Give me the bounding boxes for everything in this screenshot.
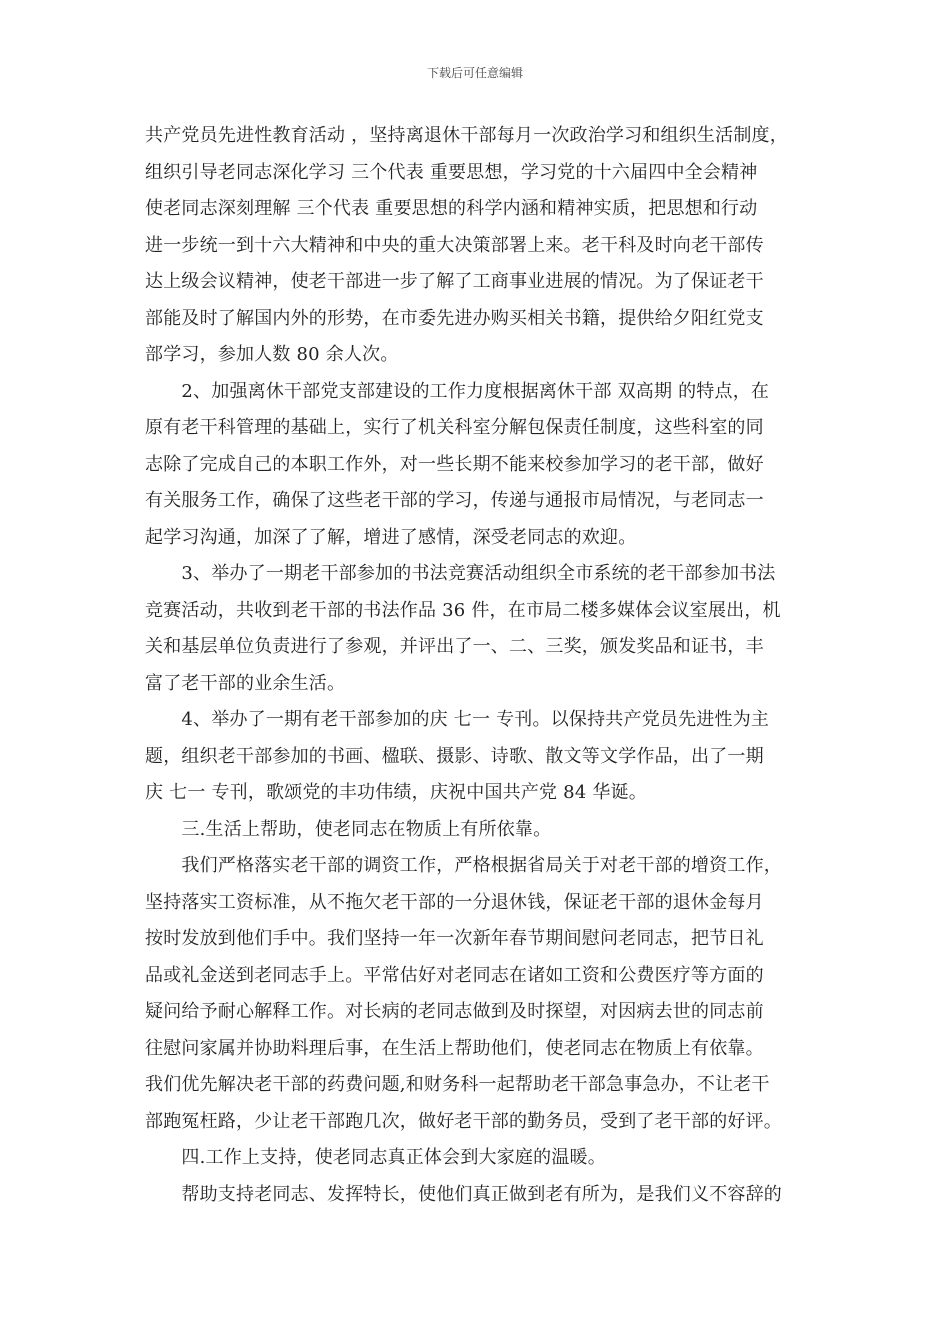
text-line: 部学习，参加人数 80 余人次。 bbox=[145, 344, 399, 365]
text-line: 庆 七一 专刊，歌颂党的丰功伟绩，庆祝中国共产党 84 华诞。 bbox=[145, 782, 647, 803]
text-line: 进一步统一到十六大精神和中央的重大决策部署上来。老干科及时向老干部传 bbox=[145, 234, 764, 256]
text-line: 共产党员先进性教育活动 ，坚持离退休干部每月一次政治学习和组织生活制度， bbox=[145, 125, 788, 146]
text-line: 志除了完成自己的本职工作外，对一些长期不能来校参加学习的老干部，做好 bbox=[145, 453, 764, 475]
text-line: 竞赛活动，共收到老干部的书法作品 36 件，在市局二楼多媒体会议室展出，机 bbox=[145, 599, 781, 621]
text-line: 品或礼金送到老同志手上。平常估好对老同志在诸如工资和公费医疗等方面的 bbox=[145, 964, 764, 986]
text-line: 坚持落实工资标准，从不拖欠老干部的一分退休钱，保证老干部的退休金每月 bbox=[145, 891, 764, 913]
text-line: 2、加强离休干部党支部建设的工作力度根据离休干部 双高期 的特点，在 bbox=[145, 380, 770, 402]
text-line: 三.生活上帮助，使老同志在物质上有所依靠。 bbox=[145, 818, 552, 840]
text-line: 3、举办了一期老干部参加的书法竞赛活动组织全市系统的老干部参加书法 bbox=[145, 563, 776, 584]
text-line: 起学习沟通，加深了了解，增进了感情，深受老同志的欢迎。 bbox=[145, 526, 637, 548]
text-line: 4、举办了一期有老干部参加的庆 七一 专刊。以保持共产党员先进性为主 bbox=[145, 709, 770, 730]
text-line: 有关服务工作，确保了这些老干部的学习，传递与通报市局情况，与老同志一 bbox=[145, 490, 764, 511]
text-line: 使老同志深刻理解 三个代表 重要思想的科学内涵和精神实质，把思想和行动 bbox=[145, 198, 758, 219]
document-body bbox=[145, 118, 815, 1213]
text-line: 往慰问家属并协助料理后事，在生活上帮助他们，使老同志在物质上有依靠。 bbox=[145, 1037, 764, 1059]
text-line: 达上级会议精神，使老干部进一步了解了工商事业进展的情况。为了保证老干 bbox=[145, 271, 764, 292]
text-line: 部能及时了解国内外的形势，在市委先进办购买相关书籍，提供给夕阳红党支 bbox=[145, 307, 764, 329]
text-line: 题，组织老干部参加的书画、楹联、摄影、诗歌、散文等文学作品，出了一期 bbox=[145, 745, 764, 767]
text-line: 按时发放到他们手中。我们坚持一年一次新年春节期间慰问老同志，把节日礼 bbox=[145, 928, 764, 949]
text-line: 疑问给予耐心解释工作。对长病的老同志做到及时探望，对因病去世的同志前 bbox=[145, 1001, 764, 1022]
text-line: 帮助支持老同志、发挥特长，使他们真正做到老有所为，是我们义不容辞的 bbox=[145, 1183, 782, 1205]
page-header: 下载后可任意编辑 bbox=[426, 66, 523, 80]
text-line: 原有老干科管理的基础上，实行了机关科室分解包保责任制度，这些科室的同 bbox=[145, 417, 764, 438]
text-line: 组织引导老同志深化学习 三个代表 重要思想，学习党的十六届四中全会精神 bbox=[145, 161, 758, 183]
text-line: 富了老干部的业余生活。 bbox=[145, 672, 346, 694]
text-line: 我们严格落实老干部的调资工作，严格根据省局关于对老干部的增资工作， bbox=[145, 855, 782, 876]
text-line: 部跑冤枉路，少让老干部跑几次，做好老干部的勤务员，受到了老干部的好评。 bbox=[145, 1110, 782, 1132]
text-line: 关和基层单位负责进行了参观，并评出了一、二、三奖，颁发奖品和证书，丰 bbox=[145, 636, 764, 657]
text-line: 四.工作上支持，使老同志真正体会到大家庭的温暖。 bbox=[145, 1147, 606, 1168]
text-line: 我们优先解决老干部的药费问题,和财务科一起帮助老干部急事急办，不让老干 bbox=[145, 1074, 770, 1095]
